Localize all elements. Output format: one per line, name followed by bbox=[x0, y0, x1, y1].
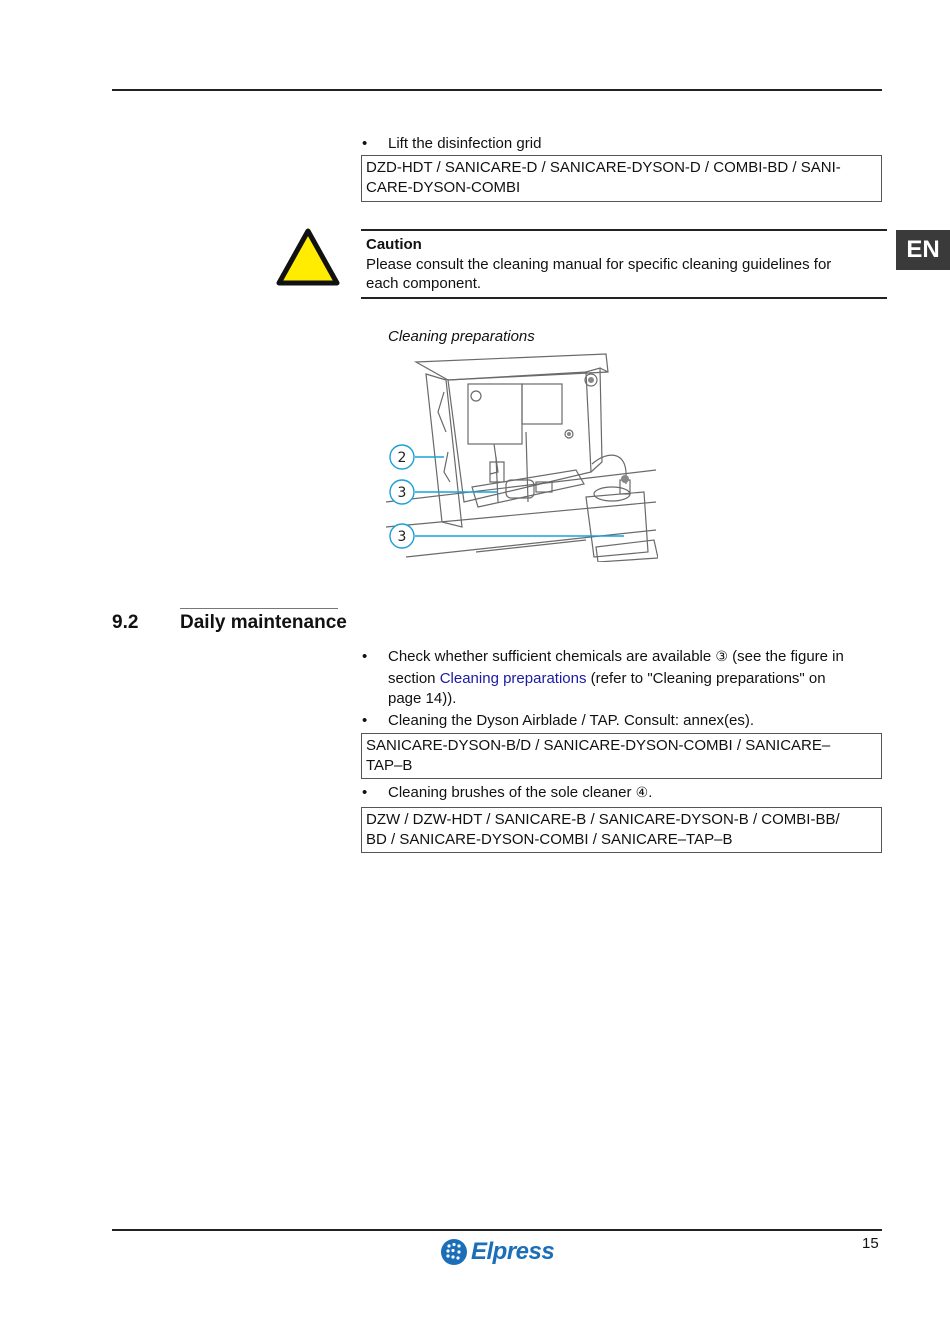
section-heading-rule bbox=[180, 608, 338, 609]
text-line bbox=[388, 669, 882, 689]
text-line bbox=[388, 647, 882, 667]
text-run: Check whether sufficient chemicals are available bbox=[388, 648, 716, 665]
models-line: TAP–B bbox=[366, 757, 413, 774]
section-title: Daily maintenance bbox=[180, 612, 347, 633]
text-run: (see the figure in bbox=[727, 648, 844, 665]
caution-text-line: each component. bbox=[366, 275, 482, 292]
bullet-marker: • bbox=[362, 648, 368, 665]
bullet-marker: • bbox=[362, 135, 368, 152]
text-run: (refer to "Cleaning preparations" on bbox=[586, 670, 826, 687]
instruction-lift-grid: Lift the disinfection grid bbox=[388, 135, 542, 152]
models-line: CARE-DYSON-COMBI bbox=[366, 179, 521, 196]
logo-wordmark: Elpress bbox=[471, 1238, 555, 1265]
language-tab: EN bbox=[896, 230, 950, 270]
caution-top-rule bbox=[361, 229, 887, 231]
text-run: . bbox=[648, 784, 653, 801]
caution-bottom-rule bbox=[361, 297, 887, 299]
sole-cleaner-text bbox=[388, 783, 652, 803]
caution-title: Caution bbox=[366, 236, 422, 253]
callout-label: 3 bbox=[397, 485, 407, 501]
cleaning-preparations-link[interactable]: Cleaning preparations bbox=[439, 670, 587, 687]
elpress-logo-icon bbox=[440, 1238, 468, 1266]
warning-triangle-icon bbox=[276, 228, 340, 286]
footer-rule bbox=[112, 1229, 882, 1231]
page-number: 15 bbox=[862, 1235, 879, 1252]
models-line: SANICARE-DYSON-B/D / SANICARE-DYSON-COMBI / SANICARE– bbox=[366, 737, 831, 754]
text-run: section bbox=[388, 670, 440, 687]
check-chemicals-text bbox=[388, 647, 882, 709]
models-line: DZW / DZW-HDT / SANICARE-B / SANICARE-DYSON-B / COMBI-BB/ bbox=[366, 811, 840, 828]
footer-logo bbox=[440, 1237, 554, 1267]
models-line: BD / SANICARE-DYSON-COMBI / SANICARE–TAP–B bbox=[366, 831, 733, 848]
callout-ref-3: ③ bbox=[715, 649, 728, 665]
callout-label: 2 bbox=[397, 450, 407, 466]
caution-text-line: Please consult the cleaning manual for specific cleaning guidelines for bbox=[366, 256, 832, 273]
models-line: DZD-HDT / SANICARE-D / SANICARE-DYSON-D / COMBI-BD / SANI- bbox=[366, 159, 841, 176]
bullet-marker: • bbox=[362, 784, 368, 801]
cleaning-preparations-figure bbox=[386, 352, 658, 562]
header-rule bbox=[112, 89, 882, 91]
section-number: 9.2 bbox=[112, 612, 139, 633]
applicable-models-box bbox=[361, 807, 882, 853]
callout-label: 3 bbox=[397, 529, 407, 545]
applicable-models-box bbox=[361, 155, 882, 202]
callout-ref-4: ④ bbox=[635, 785, 649, 801]
applicable-models-box bbox=[361, 733, 882, 779]
bullet-marker: • bbox=[362, 712, 368, 729]
text-line: page 14)). bbox=[388, 690, 457, 707]
figure-caption: Cleaning preparations bbox=[388, 328, 535, 345]
text-run: Cleaning brushes of the sole cleaner bbox=[388, 784, 636, 801]
dyson-cleaning-text: Cleaning the Dyson Airblade / TAP. Consult: annex(es). bbox=[388, 712, 755, 729]
